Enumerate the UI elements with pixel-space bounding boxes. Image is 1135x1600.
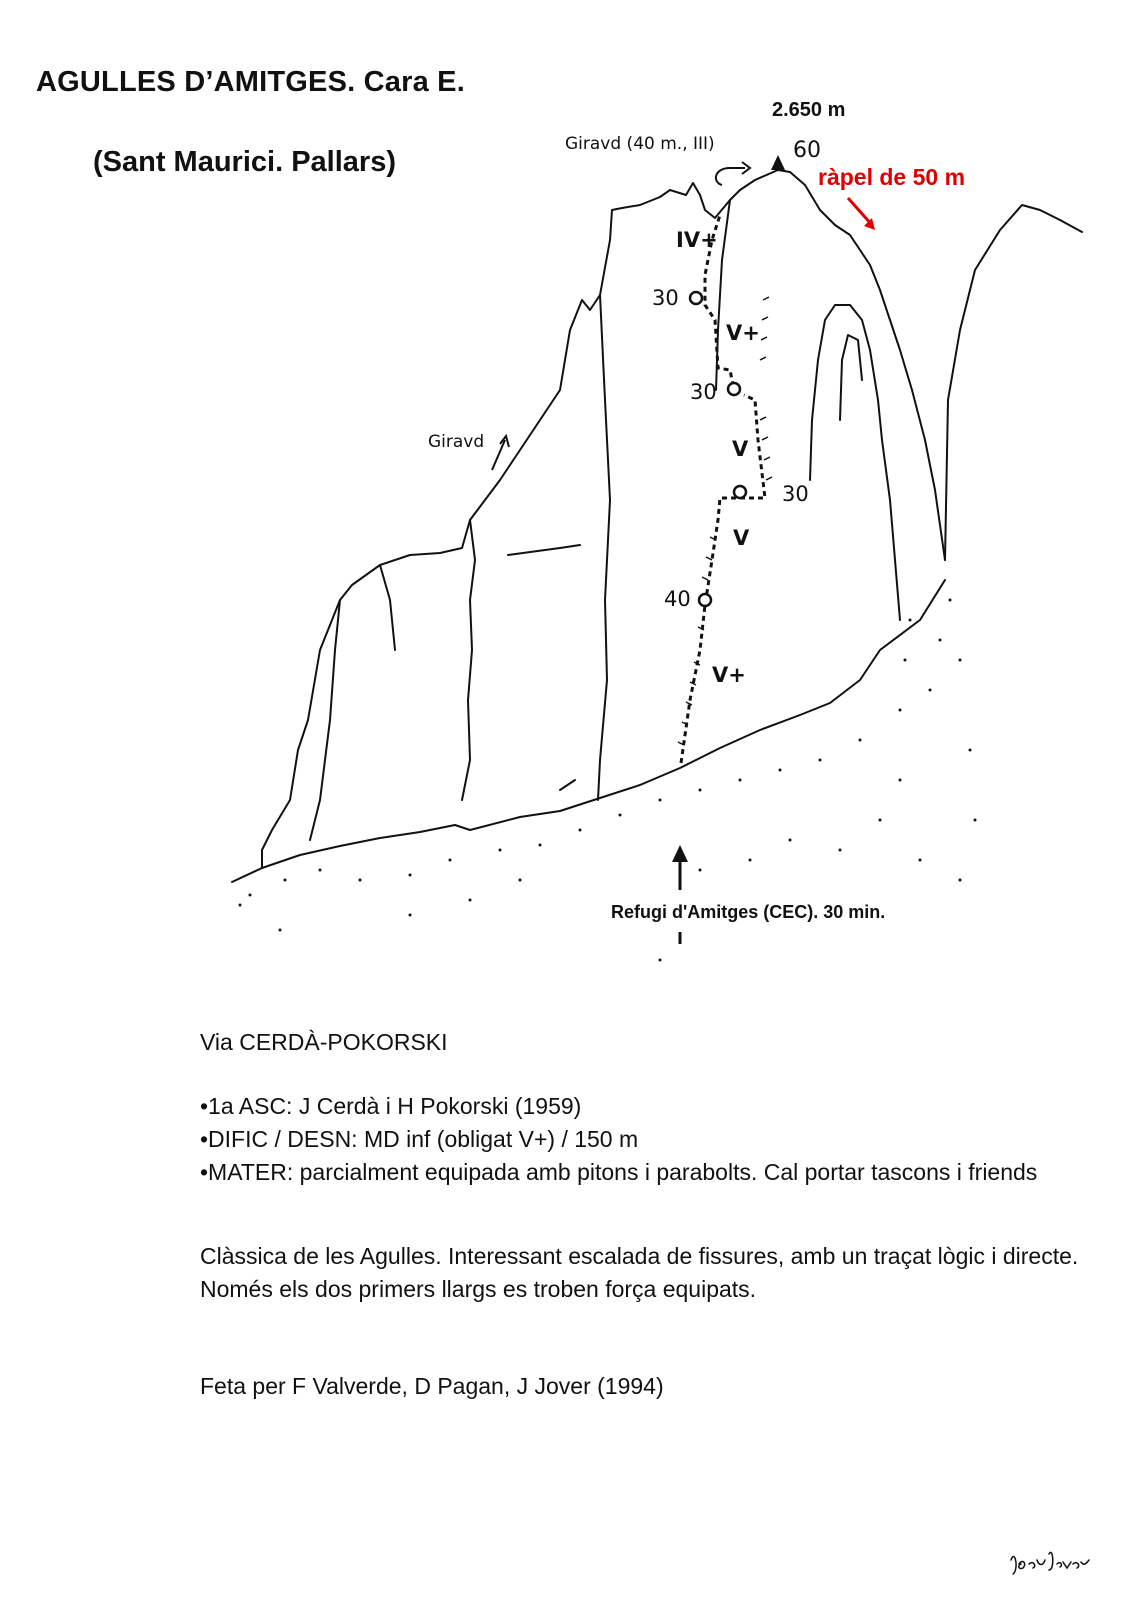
route-details xyxy=(200,1090,1080,1189)
rock-crack xyxy=(462,520,475,800)
rock-pillar xyxy=(810,305,882,480)
rock-pillar xyxy=(882,440,900,620)
page-title: AGULLES D’AMITGES. Cara E. xyxy=(36,66,465,98)
approach-arrowhead xyxy=(672,845,688,862)
rappel-note: ràpel de 50 m xyxy=(818,164,966,190)
summit-icon xyxy=(771,155,785,170)
signature xyxy=(1005,1540,1095,1580)
detail-first-ascent: •1a ASC: J Cerdà i H Pokorski (1959) xyxy=(200,1093,582,1119)
ledge-line xyxy=(560,780,575,790)
belay-length: 30 xyxy=(690,380,717,404)
page-subtitle: (Sant Maurici. Pallars) xyxy=(93,146,396,178)
giraud-left-label: Giravd xyxy=(428,432,485,452)
ledge-line xyxy=(508,545,580,555)
rock-pillar xyxy=(840,335,862,420)
right-peak xyxy=(945,205,1082,560)
grade-label: V+ xyxy=(726,321,760,345)
detail-material: •MATER: parcialment equipada amb pitons i parabolts. Cal portar tascons i friends xyxy=(200,1159,1038,1185)
rappel-arrow xyxy=(848,198,872,225)
belay-station xyxy=(699,594,711,606)
belay-length: 30 xyxy=(782,482,809,506)
belay-station xyxy=(690,292,702,304)
grade-label: V xyxy=(732,437,749,461)
approach-label: Refugi d'Amitges (CEC). 30 min. xyxy=(611,902,886,922)
route-credits: Feta per F Valverde, D Pagan, J Jover (1994) xyxy=(200,1373,664,1399)
giraud-top-arrow xyxy=(716,168,745,185)
rock-outline xyxy=(262,170,945,868)
giraud-top-label: Giravd (40 m., III) xyxy=(565,134,715,154)
summit-altitude: 2.650 m xyxy=(772,99,846,121)
belay-station xyxy=(728,383,740,395)
detail-difficulty: •DIFIC / DESN: MD inf (obligat V+) / 150 m xyxy=(200,1126,639,1152)
grade-label: V xyxy=(733,526,750,550)
summit-pitch-length: 60 xyxy=(793,138,821,163)
belay-length: 40 xyxy=(664,587,691,611)
rock-crack xyxy=(716,200,730,390)
route-name: Via CERDÀ-POKORSKI xyxy=(200,1029,448,1055)
rock-crack xyxy=(598,295,610,800)
route-description: Clàssica de les Agulles. Interessant escalada de fissures, amb un traçat lògic i directe. Només els dos primers llargs es troben força equipats. xyxy=(200,1243,1079,1302)
giraud-left-arrow xyxy=(492,440,505,470)
rock-crack xyxy=(380,565,395,650)
grade-label: IV+ xyxy=(676,228,718,252)
ground-line xyxy=(232,580,945,882)
belay-station xyxy=(734,486,746,498)
belay-length: 30 xyxy=(652,286,679,310)
grade-label: V+ xyxy=(712,663,746,687)
